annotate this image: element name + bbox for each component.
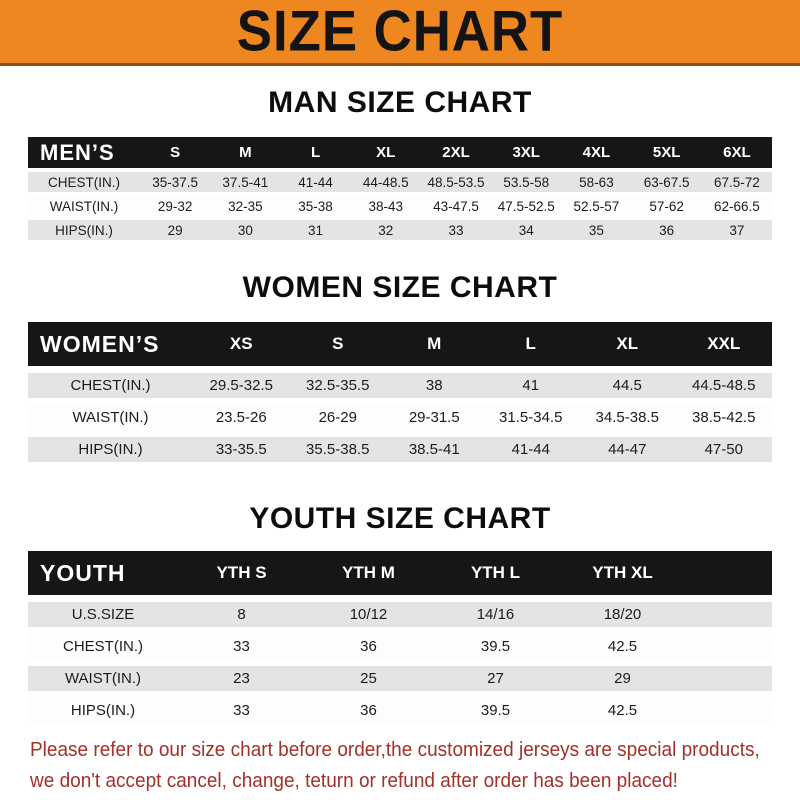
size-value: 35 — [588, 222, 604, 238]
size-value: 41 — [522, 377, 540, 394]
size-column-header: 2XL — [442, 144, 470, 161]
size-value: 8 — [237, 606, 246, 623]
size-value: 41-44 — [298, 174, 333, 190]
size-value: 38.5-41 — [408, 441, 460, 458]
note-line-1: Please refer to our size chart before order,the customized jerseys are special products, — [30, 739, 760, 761]
size-value: 35-37.5 — [152, 174, 198, 190]
size-value: 47.5-52.5 — [497, 198, 555, 214]
size-value: 29-31.5 — [408, 409, 460, 426]
size-value: 47-50 — [704, 441, 743, 458]
size-value: 33 — [233, 638, 250, 655]
note-line-2: we don't accept cancel, change, teturn or refund after order has been placed! — [30, 770, 678, 792]
man-size-table — [28, 137, 772, 240]
size-column-header: YTH L — [470, 563, 521, 582]
size-value: 32 — [378, 222, 394, 238]
size-value: 53.5-58 — [503, 174, 550, 190]
size-column-header: L — [525, 334, 536, 353]
size-value: 37.5-41 — [222, 174, 269, 190]
size-value: 18/20 — [603, 606, 642, 623]
size-value: 43-47.5 — [433, 198, 479, 214]
measurement-row — [28, 196, 772, 216]
size-value: 52.5-57 — [573, 198, 620, 214]
table-header-row — [28, 137, 772, 168]
size-column-header: S — [332, 334, 344, 353]
size-value: 29 — [614, 670, 631, 687]
size-column-header: YTH XL — [592, 563, 653, 582]
size-column-header: YTH M — [342, 563, 395, 582]
size-column-header: 3XL — [512, 144, 540, 161]
row-label: WAIST(IN.) — [64, 670, 142, 687]
size-value: 29 — [167, 222, 183, 238]
size-value: 23.5-26 — [215, 409, 267, 426]
size-value: 30 — [237, 222, 253, 238]
size-value: 44.5 — [612, 377, 642, 394]
women-size-table — [28, 322, 772, 462]
size-column-header: YTH S — [216, 563, 267, 582]
row-label: HIPS(IN.) — [70, 702, 136, 719]
size-value: 31.5-34.5 — [499, 409, 563, 426]
measurement-row — [28, 220, 772, 240]
youth-section-heading: YOUTH SIZE CHART — [249, 502, 551, 535]
size-value: 23 — [233, 670, 250, 687]
row-label: HIPS(IN.) — [55, 222, 113, 238]
size-column-header: 6XL — [723, 144, 751, 161]
women-section-heading: WOMEN SIZE CHART — [242, 271, 558, 304]
size-value: 34 — [518, 222, 534, 238]
table-title-label: MEN’S — [40, 139, 115, 165]
size-value: 42.5 — [607, 638, 638, 655]
size-value: 31 — [308, 222, 324, 238]
size-value: 14/16 — [476, 606, 515, 623]
size-value: 36 — [659, 222, 675, 238]
size-value: 37 — [729, 222, 745, 238]
size-column-header: M — [427, 334, 442, 353]
size-value: 32-35 — [228, 198, 263, 214]
table-header-row — [28, 551, 772, 595]
size-value: 33 — [448, 222, 464, 238]
size-value: 36 — [360, 702, 377, 719]
size-value: 25 — [360, 670, 377, 687]
row-label: WAIST(IN.) — [49, 198, 119, 214]
size-value: 44-48.5 — [362, 174, 409, 190]
size-value: 44-47 — [608, 441, 647, 458]
size-charts — [0, 86, 800, 723]
size-value: 27 — [487, 670, 504, 687]
size-value: 39.5 — [480, 638, 511, 655]
size-column-header: XS — [229, 334, 253, 353]
size-value: 10/12 — [349, 606, 388, 623]
women-size-chart-section — [0, 271, 800, 462]
size-value: 42.5 — [607, 702, 638, 719]
size-value: 38 — [425, 377, 443, 394]
measurement-row — [28, 405, 772, 430]
row-label: CHEST(IN.) — [70, 377, 151, 394]
size-value: 57-62 — [649, 198, 684, 214]
size-value: 32.5-35.5 — [306, 377, 370, 394]
size-column-header: XL — [616, 334, 639, 353]
measurement-row — [28, 172, 772, 192]
size-value: 33 — [233, 702, 250, 719]
measurement-row — [28, 666, 772, 691]
measurement-row — [28, 373, 772, 398]
youth-size-chart-section — [0, 502, 800, 723]
footer-note — [30, 735, 800, 797]
size-column-header: 5XL — [652, 144, 681, 161]
size-value: 58-63 — [579, 174, 614, 190]
row-label: HIPS(IN.) — [78, 441, 143, 458]
size-value: 39.5 — [480, 702, 511, 719]
size-value: 35-38 — [298, 198, 333, 214]
table-title-label: WOMEN’S — [40, 330, 160, 357]
size-value: 29.5-32.5 — [209, 377, 273, 394]
row-label: CHEST(IN.) — [48, 174, 120, 190]
page-title: SIZE CHART — [236, 0, 564, 64]
size-column-header: XL — [376, 144, 396, 161]
size-value: 34.5-38.5 — [595, 409, 659, 426]
size-column-header: S — [170, 144, 181, 161]
man-size-chart-section — [0, 86, 800, 240]
size-column-header: M — [239, 144, 252, 161]
row-label: WAIST(IN.) — [72, 409, 149, 426]
size-value: 63-67.5 — [643, 174, 690, 190]
size-value: 38-43 — [368, 198, 404, 214]
youth-size-table — [28, 551, 772, 723]
size-value: 36 — [360, 638, 377, 655]
size-value: 41-44 — [511, 441, 550, 458]
size-value: 62-66.5 — [713, 198, 760, 214]
table-title-label: YOUTH — [40, 559, 126, 586]
size-value: 44.5-48.5 — [692, 377, 756, 394]
row-label: CHEST(IN.) — [63, 638, 143, 655]
size-value: 29-32 — [157, 198, 193, 214]
size-column-header: 4XL — [582, 144, 611, 161]
size-column-header: XXL — [707, 334, 741, 353]
man-section-heading: MAN SIZE CHART — [268, 86, 532, 119]
row-label: U.S.SIZE — [71, 606, 135, 623]
measurement-row — [28, 602, 772, 627]
size-value: 33-35.5 — [215, 441, 267, 458]
size-value: 67.5-72 — [713, 174, 760, 190]
table-header-row — [28, 322, 772, 366]
size-value: 48.5-53.5 — [427, 174, 485, 190]
measurement-row — [28, 634, 772, 659]
size-column-header: L — [310, 144, 321, 161]
size-value: 26-29 — [318, 409, 357, 426]
measurement-row — [28, 437, 772, 462]
size-value: 38.5-42.5 — [692, 409, 756, 426]
size-value: 35.5-38.5 — [306, 441, 370, 458]
banner — [0, 0, 800, 66]
measurement-row — [28, 698, 772, 723]
